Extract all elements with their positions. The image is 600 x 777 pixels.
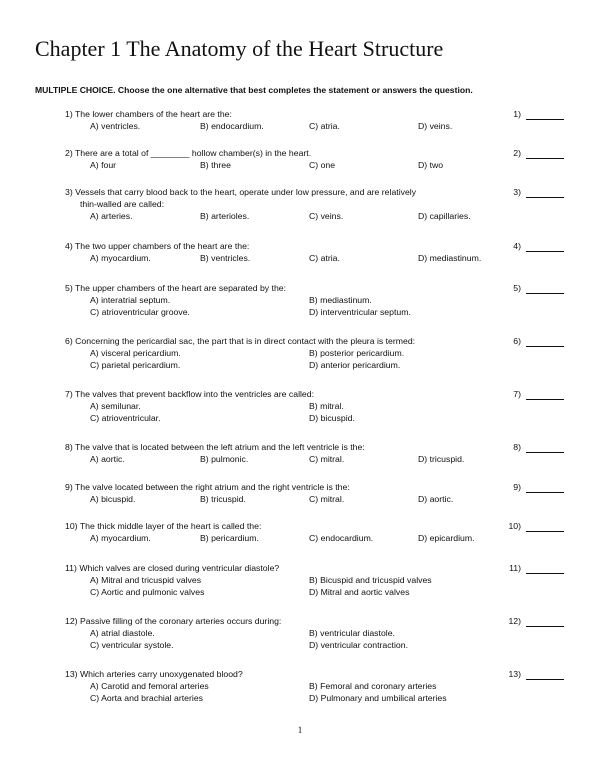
question-line: 7) The valves that prevent backflow into the ventricles are called: [65, 389, 315, 399]
option-c: C) endocardium. [309, 533, 374, 543]
option-a: A) aortic. [90, 454, 125, 464]
option-d: D) anterior pericardium. [309, 360, 401, 370]
option-b: B) Bicuspid and tricuspid valves [309, 575, 432, 585]
option-d: D) veins. [418, 121, 453, 131]
option-c: C) Aorta and brachial arteries [90, 693, 203, 703]
option-d: D) mediastinum. [418, 253, 482, 263]
answer-number: 9) [513, 482, 521, 492]
question-line: 6) Concerning the pericardial sac, the part that is in direct contact with the pleura is termed: [65, 336, 416, 346]
option-b: B) ventricular diastole. [309, 628, 395, 638]
question-line: 2) There are a total of ________ hollow chamber(s) in the heart. [65, 148, 312, 158]
option-b: B) pericardium. [200, 533, 259, 543]
answer-blank[interactable] [526, 346, 564, 347]
question-line: 10) The thick middle layer of the heart is called the: [65, 521, 262, 531]
option-a: A) myocardium. [90, 533, 151, 543]
answer-number: 3) [513, 187, 521, 197]
answer-blank[interactable] [526, 626, 564, 627]
question-line: 4) The two upper chambers of the heart are the: [65, 241, 250, 251]
option-a: A) Carotid and femoral arteries [90, 681, 209, 691]
answer-blank[interactable] [526, 293, 564, 294]
question-line: 13) Which arteries carry unoxygenated blood? [65, 669, 243, 679]
option-c: C) atria. [309, 121, 340, 131]
answer-number: 5) [513, 283, 521, 293]
option-b: B) three [200, 160, 231, 170]
option-c: C) veins. [309, 211, 344, 221]
question-line: 8) The valve that is located between the left atrium and the left ventricle is the: [65, 442, 365, 452]
question-text [65, 147, 485, 159]
option-c: C) Aortic and pulmonic valves [90, 587, 205, 597]
answer-number: 8) [513, 442, 521, 452]
option-a: A) interatrial septum. [90, 295, 171, 305]
option-d: D) tricuspid. [418, 454, 465, 464]
option-a: A) visceral pericardium. [90, 348, 181, 358]
option-b: B) mediastinum. [309, 295, 372, 305]
answer-blank[interactable] [526, 251, 564, 252]
answer-number: 10) [508, 521, 521, 531]
option-c: C) atrioventricular groove. [90, 307, 190, 317]
question-text [65, 282, 485, 294]
question-line: 9) The valve located between the right atrium and the right ventricle is the: [65, 482, 350, 492]
answer-number: 1) [513, 109, 521, 119]
answer-blank[interactable] [526, 679, 564, 680]
option-a: A) four [90, 160, 117, 170]
question-line-continued: thin-walled are called: [80, 199, 165, 209]
instructions: MULTIPLE CHOICE. Choose the one alternative that best completes the statement or answers the question. [35, 85, 473, 95]
option-a: A) arteries. [90, 211, 133, 221]
option-d: D) capillaries. [418, 211, 471, 221]
option-a: A) semilunar. [90, 401, 141, 411]
option-b: B) arterioles. [200, 211, 250, 221]
answer-number: 6) [513, 336, 521, 346]
question-text [65, 388, 485, 400]
answer-blank[interactable] [526, 492, 564, 493]
answer-blank[interactable] [526, 531, 564, 532]
option-d: D) two [418, 160, 444, 170]
answer-number: 2) [513, 148, 521, 158]
answer-blank[interactable] [526, 197, 564, 198]
option-c: C) ventricular systole. [90, 640, 174, 650]
option-d: D) aortic. [418, 494, 454, 504]
question-text [65, 108, 485, 120]
answer-number: 11) [509, 563, 521, 573]
option-d: D) ventricular contraction. [309, 640, 408, 650]
question-text [65, 481, 485, 493]
option-b: B) pulmonic. [200, 454, 249, 464]
answer-number: 13) [508, 669, 521, 679]
option-c: C) mitral. [309, 494, 345, 504]
option-c: C) parietal pericardium. [90, 360, 181, 370]
question-line: 11) Which valves are closed during ventricular diastole? [65, 563, 280, 573]
answer-blank[interactable] [526, 399, 564, 400]
answer-blank[interactable] [526, 452, 564, 453]
question-text [65, 668, 485, 680]
question-text [65, 240, 485, 252]
answer-blank[interactable] [526, 573, 564, 574]
option-c: C) atrioventricular. [90, 413, 161, 423]
option-a: A) Mitral and tricuspid valves [90, 575, 202, 585]
option-d: D) bicuspid. [309, 413, 355, 423]
answer-number: 7) [513, 389, 521, 399]
question-text [65, 562, 485, 574]
answer-number: 12) [508, 616, 521, 626]
option-c: C) one [309, 160, 336, 170]
option-b: B) tricuspid. [200, 494, 246, 504]
question-line: 1) The lower chambers of the heart are the: [65, 109, 232, 119]
option-a: A) myocardium. [90, 253, 151, 263]
option-d: D) interventricular septum. [309, 307, 411, 317]
option-d: D) epicardium. [418, 533, 475, 543]
question-line: 12) Passive filling of the coronary arteries occurs during: [65, 616, 282, 626]
option-a: A) atrial diastole. [90, 628, 155, 638]
question-text [65, 615, 485, 627]
question-text [65, 335, 485, 347]
option-a: A) ventricles. [90, 121, 141, 131]
page-title: Chapter 1 The Anatomy of the Heart Structure [35, 36, 444, 61]
option-a: A) bicuspid. [90, 494, 136, 504]
answer-number: 4) [513, 241, 521, 251]
option-c: C) atria. [309, 253, 340, 263]
option-b: B) Femoral and coronary arteries [309, 681, 437, 691]
question-line: 5) The upper chambers of the heart are separated by the: [65, 283, 287, 293]
question-text [65, 441, 485, 453]
option-b: B) ventricles. [200, 253, 251, 263]
page-number: 1 [297, 725, 303, 735]
option-c: C) mitral. [309, 454, 345, 464]
answer-blank[interactable] [526, 158, 564, 159]
answer-blank[interactable] [526, 119, 564, 120]
question-text [65, 520, 485, 532]
option-b: B) mitral. [309, 401, 344, 411]
option-d: D) Mitral and aortic valves [309, 587, 410, 597]
option-b: B) posterior pericardium. [309, 348, 405, 358]
question-line: 3) Vessels that carry blood back to the heart, operate under low pressure, and are relatively [65, 187, 417, 197]
option-b: B) endocardium. [200, 121, 264, 131]
question-text [65, 186, 485, 210]
option-d: D) Pulmonary and umbilical arteries [309, 693, 447, 703]
